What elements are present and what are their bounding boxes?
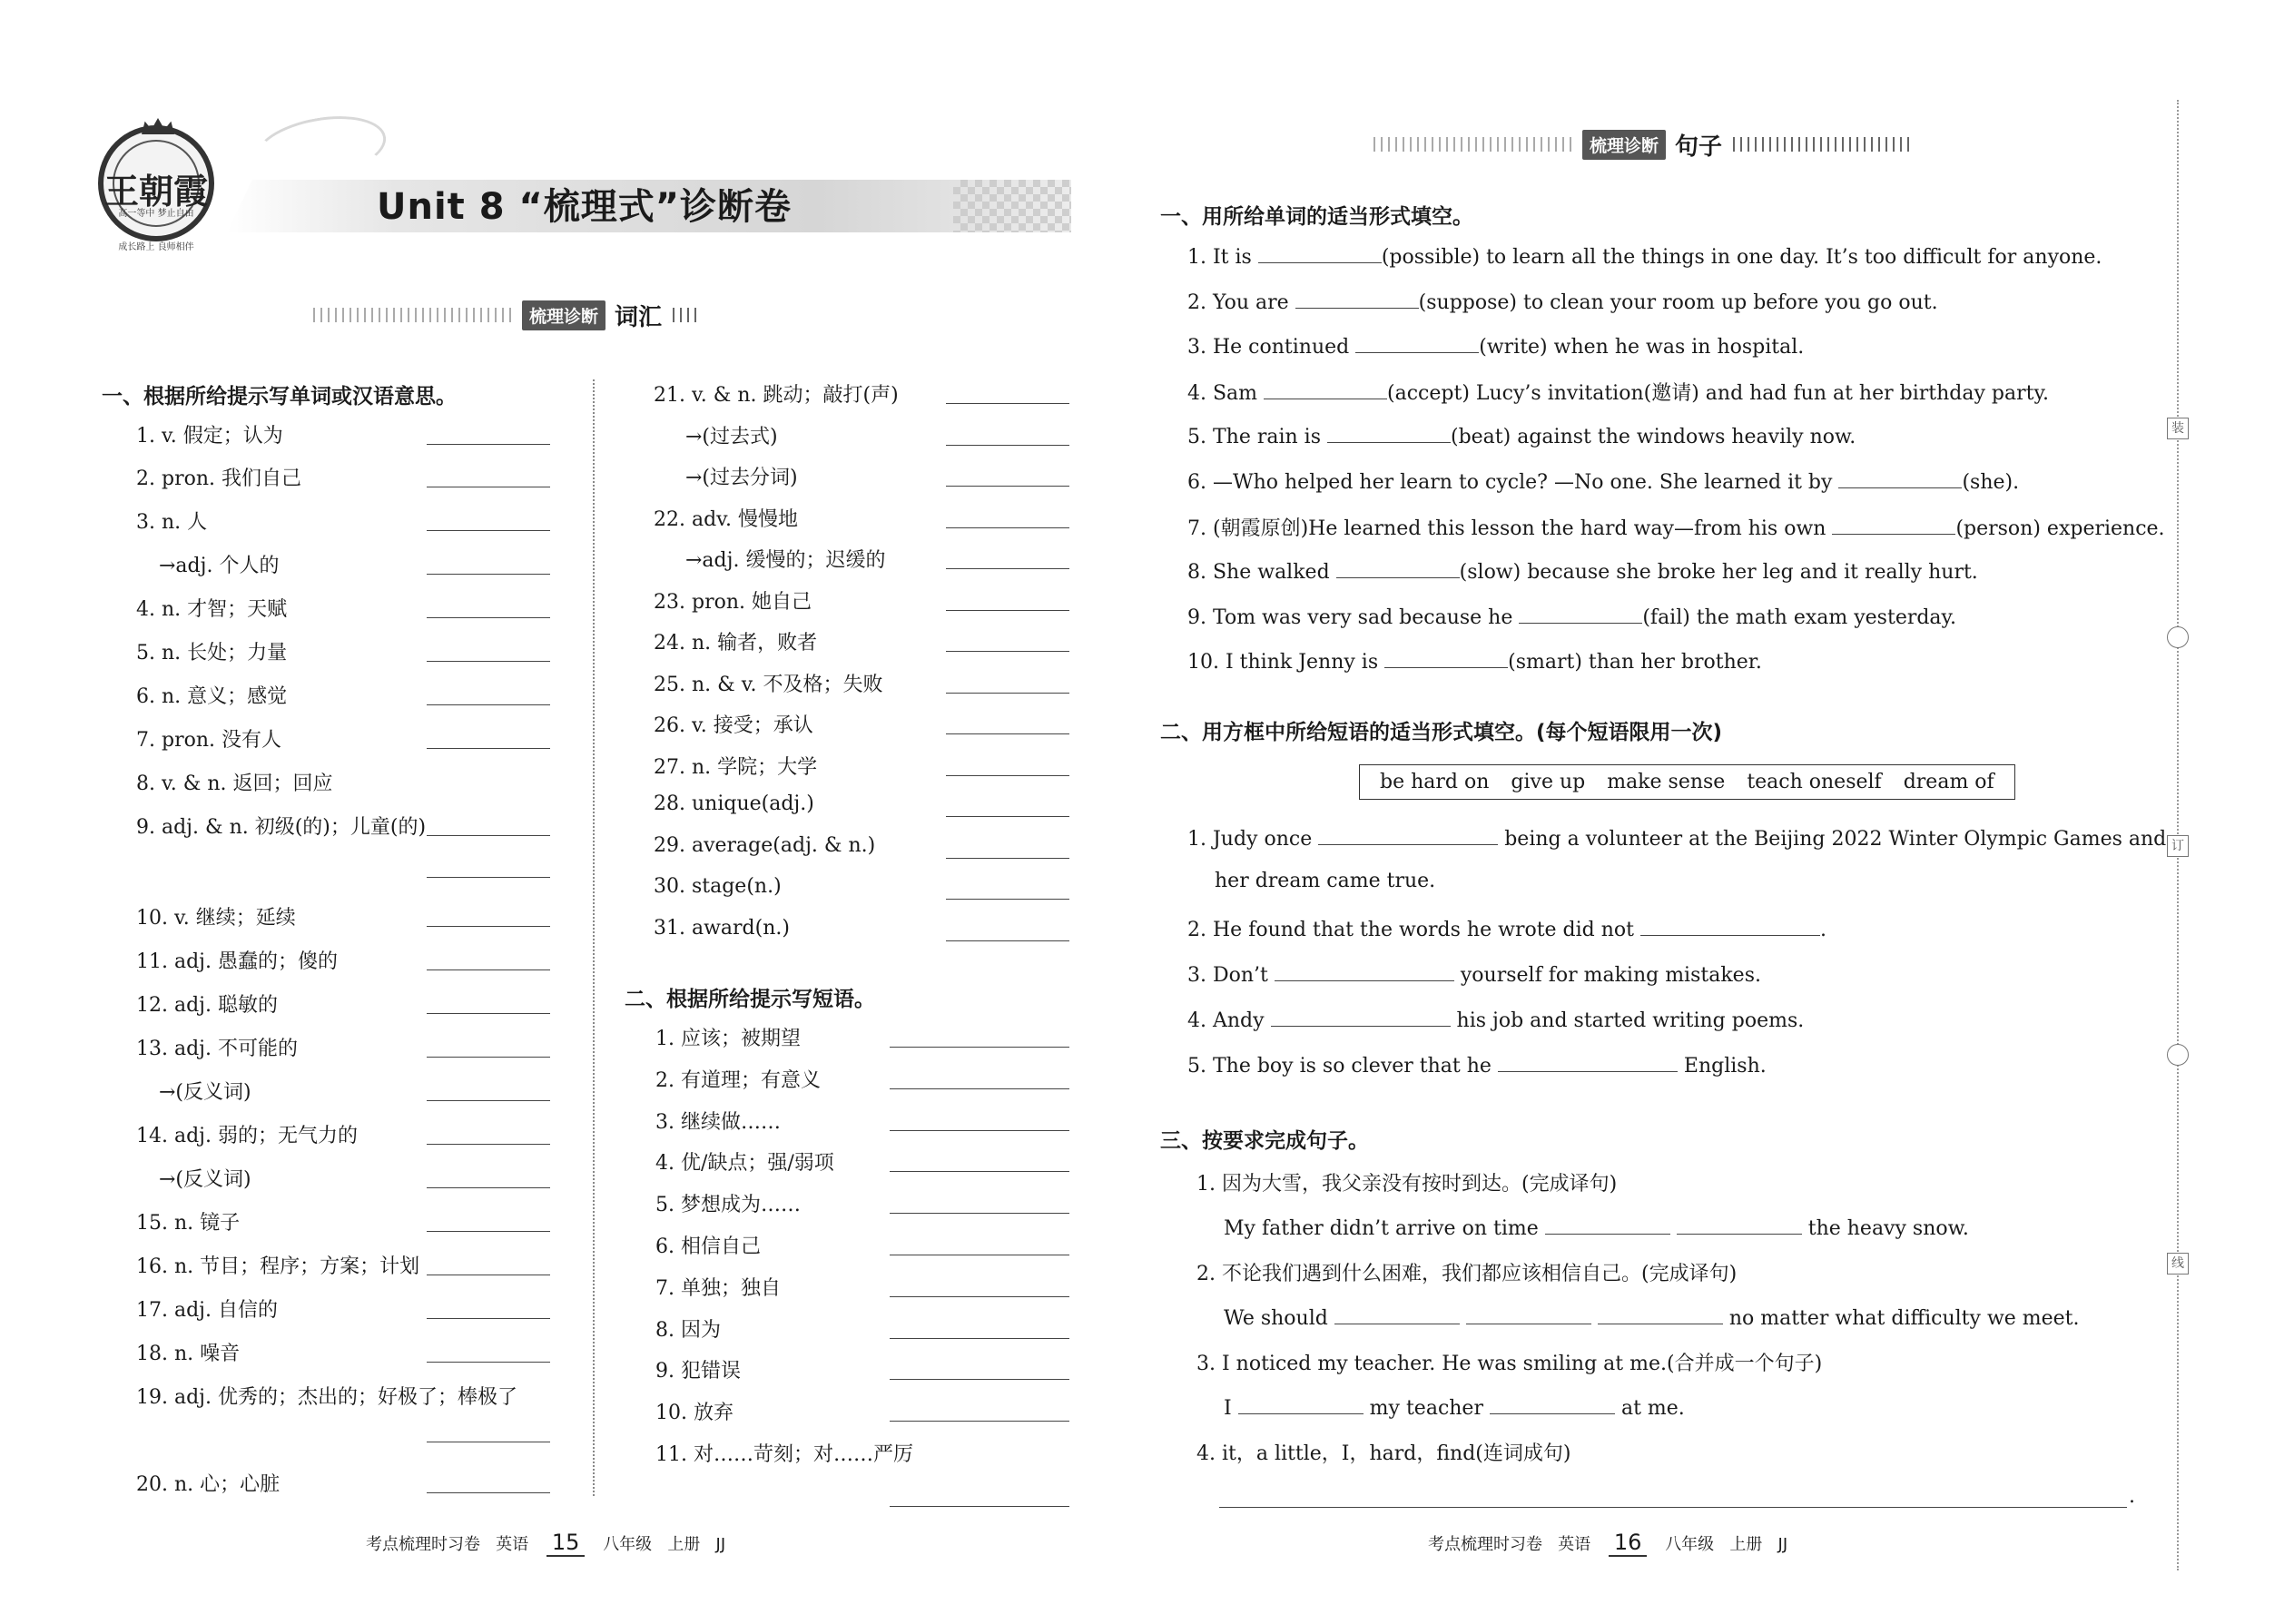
logo-slogan-top: 高一等中 梦止自由 (118, 209, 194, 219)
answer-blank[interactable] (427, 704, 550, 705)
answer-blank[interactable] (1498, 1051, 1678, 1072)
word-hint: (slow) (1459, 561, 1521, 585)
part2-heading: 二、用方框中所给短语的适当形式填空。(每个短语限用一次) (1160, 721, 1723, 744)
answer-blank[interactable] (946, 858, 1069, 859)
logo-slogan-bottom: 成长路上 良师相伴 (118, 242, 194, 252)
binding-hole-icon (2167, 1044, 2189, 1066)
part3-heading: 三、按要求完成句子。 (1160, 1129, 1369, 1153)
fill-sentence: 9. Tom was very sad because he (fail) the math exam yesterday. (1187, 603, 1956, 629)
vocab-item: 2. pron. 我们自己 (136, 468, 301, 490)
vocab-item: 21. v. & n. 跳动；敲打(声) (654, 384, 899, 407)
word-hint: (possible) (1381, 246, 1481, 269)
fill-sentence: 4. Andy his job and started writing poems. (1187, 1006, 1804, 1032)
part1-heading: 一、用所给单词的适当形式填空。 (1160, 205, 1473, 229)
fill-sentence: 3. He continued (write) when he was in hospital. (1187, 332, 1804, 359)
vocab-item: 6. n. 意义；感觉 (136, 685, 288, 708)
vocab-item: 28. unique(adj.) (654, 792, 814, 815)
vocab-item: 26. v. 接受；承认 (654, 714, 813, 737)
edge-mark-ding: 订 (2167, 835, 2189, 857)
answer-blank[interactable] (946, 445, 1069, 446)
answer-blank[interactable] (1384, 647, 1508, 668)
box-phrase: make sense (1607, 771, 1726, 793)
answer-blank[interactable] (1832, 514, 1955, 535)
answer-blank[interactable] (890, 1088, 1069, 1089)
phrase-box (1359, 764, 2015, 800)
phrase-item: 9. 犯错误 (655, 1360, 741, 1383)
phrase-item: 3. 继续做…… (655, 1110, 781, 1134)
fill-sentence: 3. Don’t yourself for making mistakes. (1187, 960, 1761, 987)
answer-blank[interactable] (946, 403, 1069, 404)
vocab-item: 15. n. 镜子 (136, 1212, 241, 1235)
answer-blank[interactable] (946, 486, 1069, 487)
box-phrase: be hard on (1380, 771, 1490, 793)
answer-blank[interactable] (427, 661, 550, 662)
phrase-item: 10. 放弃 (655, 1402, 733, 1425)
vocab-item: 19. adj. 优秀的；杰出的；好极了；棒极了 (136, 1386, 517, 1409)
answer-blank[interactable] (946, 610, 1069, 611)
answer-blank[interactable] (946, 899, 1069, 900)
right-page: 梳理诊断 句子 一、用所给单词的适当形式填空。 1. It is (possible) to learn all the things in one day. It’s too difficult for anyone. 2. You are (suppose) to clean your room up before you go out. 3. He continued (write) when he was in hospital. 4. Sam (accept) Lucy’s invitation(邀请) and had fun at her birthday party. 5. The rain is (beat) against the windows heavily now. 6. —Who helped her learn to cycle? —No one. She learned it by (she). 7. (朝霞原创)He learned this lesson the hard way—from his own (person) experience. 8. She walked (slow) because she broke her leg and it really hurt. 9. Tom was very sad because he (fail) the math exam yesterday. 10. I think Jenny is (smart) than her brother. 二、用方框中所给短语的适当形式填空。(每个短语限用一次) be hard on give up make sense teach oneself dream of 1. Judy once being a volunteer at the Beijing 2022 Winter Olympic Games and her dream came true. 2. He found that the words he wrote did not . 3. Don’t yourself for making mistakes. 4. Andy his job and started writing poems. 5. The boy is so clever that he English. 三、按要求完成句子。 1. 因为大雪，我父亲没有按时到达。(完成译句) My father didn’t arrive on time the heavy snow. 2. 不论我们遇到什么困难，我们都应该相信自己。(完成译句) We should no matter what difficulty we meet. 3. I noticed my teacher. He was smiling at me.(合并成一个句子) I my teacher at me. 4. it，a little，I，hard，find(连词成句) . 考点梳理时习卷 英语 16 八年级 上册 JJ (1147, 0, 2294, 1624)
answer-blank[interactable] (1598, 1304, 1723, 1324)
answer-blank[interactable] (946, 568, 1069, 569)
vocab-item: 3. n. 人 (136, 511, 208, 534)
word-hint: (fail) (1642, 605, 1690, 629)
answer-blank[interactable] (1275, 960, 1454, 981)
fill-sentence: 1. Judy once being a volunteer at the Beijing 2022 Winter Olympic Games and (1187, 824, 2166, 851)
vocab-item: →(反义词) (159, 1081, 251, 1104)
vocab-item: →(反义词) (159, 1168, 251, 1191)
section-word: 词汇 (615, 303, 663, 331)
fill-sentence: 5. The rain is (beat) against the windows heavily now. (1187, 422, 1856, 448)
word-hint: (accept) (1387, 381, 1470, 405)
part3-a1: My father didn’t arrive on time the heavy snow. (1224, 1214, 1969, 1240)
section-tag: 梳理诊断 (1582, 130, 1666, 160)
vocab-item: →adj. 个人的 (159, 555, 280, 577)
phrase-item: 5. 梦想成为…… (655, 1194, 801, 1217)
answer-blank[interactable] (427, 444, 550, 445)
logo-text: 王朝霞 (103, 172, 208, 212)
vocab-item: 5. n. 长处；力量 (136, 642, 288, 664)
word-hint: (person) (1955, 517, 2041, 540)
column-divider (593, 379, 595, 1496)
answer-blank[interactable] (427, 748, 550, 749)
answer-blank[interactable] (1295, 288, 1419, 309)
answer-blank[interactable] (946, 733, 1069, 734)
answer-blank[interactable] (1545, 1214, 1670, 1235)
answer-blank[interactable] (427, 1492, 550, 1493)
answer-blank[interactable] (1264, 379, 1387, 399)
vocab-item: →(过去式) (685, 425, 778, 448)
answer-blank[interactable] (1640, 915, 1820, 936)
answer-blank[interactable] (427, 1318, 550, 1319)
fill-sentence: 5. The boy is so clever that he English. (1187, 1051, 1767, 1078)
answer-line[interactable] (1219, 1507, 2127, 1508)
vocab-item: 11. adj. 愚蠢的；傻的 (136, 950, 338, 973)
fill-sentence: 1. It is (possible) to learn all the things in one day. It’s too difficult for anyone. (1187, 242, 2102, 269)
answer-blank[interactable] (890, 1296, 1069, 1297)
word-hint: (smart) (1508, 651, 1582, 674)
answer-blank[interactable] (427, 1362, 550, 1363)
answer-blank[interactable] (1677, 1214, 1802, 1235)
answer-blank[interactable] (946, 651, 1069, 652)
word-hint: (write) (1479, 336, 1548, 359)
vocab-item: 16. n. 节目；程序；方案；计划 (136, 1255, 420, 1278)
answer-blank[interactable] (946, 775, 1069, 776)
section-tag: 梳理诊断 (522, 300, 605, 330)
vocab-heading: 一、根据所给提示写单词或汉语意思。 (102, 385, 457, 408)
vocab-item: 13. adj. 不可能的 (136, 1038, 298, 1060)
answer-blank[interactable] (1355, 332, 1479, 353)
ribbon-bow-decoration (250, 107, 390, 189)
phrase-item: 4. 优/缺点；强/弱项 (655, 1152, 834, 1176)
vocab-item: 8. v. & n. 返回；回应 (136, 773, 333, 795)
answer-blank[interactable] (1336, 557, 1460, 578)
answer-blank[interactable] (890, 1379, 1069, 1380)
answer-blank[interactable] (427, 1100, 550, 1101)
part3-q2: 2. 不论我们遇到什么困难，我们都应该相信自己。(完成译句) (1196, 1263, 1738, 1285)
word-hint: (suppose) (1418, 290, 1518, 314)
answer-blank[interactable] (427, 1013, 550, 1014)
fill-sentence: 7. (朝霞原创)He learned this lesson the hard way—from his own (person) experience. (1187, 513, 2165, 541)
page-number: 16 (1609, 1530, 1648, 1557)
vocab-item: 27. n. 学院；大学 (654, 755, 818, 779)
fill-sentence: 4. Sam (accept) Lucy’s invitation(邀请) and had fun at her birthday party. (1187, 378, 2049, 406)
answer-blank[interactable] (427, 574, 550, 575)
vocab-item: 30. stage(n.) (654, 875, 782, 898)
vocab-item: 14. adj. 弱的；无气力的 (136, 1125, 358, 1147)
vocab-item: 24. n. 输者，败者 (654, 632, 818, 655)
answer-blank[interactable] (427, 1057, 550, 1058)
part3-a3: I my teacher at me. (1224, 1393, 1685, 1420)
part3-q4: 4. it，a little，I，hard，find(连词成句) (1196, 1442, 1571, 1465)
vocab-item: 17. adj. 自信的 (136, 1299, 278, 1322)
phrase-item: 2. 有道理；有意义 (655, 1068, 821, 1092)
answer-blank[interactable] (427, 1144, 550, 1145)
phrases-heading: 二、根据所给提示写短语。 (625, 988, 875, 1011)
answer-blank[interactable] (890, 1130, 1069, 1131)
page-title: Unit 8 “梳理式”诊断卷 (377, 186, 793, 228)
fill-sentence: her dream came true. (1215, 870, 1436, 892)
edge-mark-xian: 线 (2167, 1253, 2189, 1275)
binding-hole-icon (2167, 626, 2189, 648)
vocab-item: 18. n. 噪音 (136, 1343, 241, 1365)
vocab-item: →(过去分词) (685, 467, 798, 489)
answer-blank[interactable] (890, 1213, 1069, 1214)
box-phrase: dream of (1903, 771, 1994, 793)
fill-sentence: 6. —Who helped her learn to cycle? —No one. She learned it by (she). (1187, 468, 2019, 494)
answer-blank[interactable] (1838, 468, 1962, 488)
answer-blank[interactable] (427, 617, 550, 618)
answer-blank[interactable] (1327, 422, 1451, 443)
part3-q1: 1. 因为大雪，我父亲没有按时到达。(完成译句) (1196, 1173, 1618, 1196)
answer-blank[interactable] (946, 693, 1069, 694)
answer-blank[interactable] (1238, 1393, 1364, 1414)
vocab-item: 1. v. 假定；认为 (136, 425, 283, 448)
answer-blank[interactable] (427, 1187, 550, 1188)
phrase-item: 1. 应该；被期望 (655, 1028, 801, 1050)
answer-blank[interactable] (890, 1421, 1069, 1422)
footer-right: 考点梳理时习卷 英语 16 八年级 上册 JJ (1428, 1530, 1788, 1555)
phrase-item: 11. 对……苛刻；对……严厉 (655, 1443, 913, 1466)
vocab-item: 29. average(adj. & n.) (654, 833, 876, 857)
sentence-section-header (1373, 129, 1915, 160)
answer-blank[interactable] (427, 969, 550, 970)
vocab-item: 31. award(n.) (654, 916, 790, 940)
answer-blank[interactable] (1490, 1393, 1615, 1414)
vocab-item: 22. adv. 慢慢地 (654, 507, 798, 531)
part3-q3: 3. I noticed my teacher. He was smiling at me.(合并成一个句子) (1196, 1353, 1823, 1375)
answer-blank[interactable] (1519, 603, 1642, 624)
answer-blank[interactable] (890, 1047, 1069, 1048)
vocab-item: 12. adj. 聪敏的 (136, 994, 278, 1017)
vocab-item: 9. adj. & n. 初级(的)；儿童(的) (136, 816, 427, 839)
phrase-item: 6. 相信自己 (655, 1235, 761, 1258)
box-phrase: teach oneself (1747, 771, 1882, 793)
answer-blank[interactable] (427, 835, 550, 836)
fill-sentence: 8. She walked (slow) because she broke her leg and it really hurt. (1187, 557, 1978, 584)
answer-blank[interactable] (427, 877, 550, 878)
answer-blank[interactable] (1258, 242, 1382, 263)
answer-blank[interactable] (1466, 1304, 1591, 1324)
word-hint: (she) (1962, 471, 2013, 494)
vocab-item: 25. n. & v. 不及格；失败 (654, 673, 883, 696)
fill-sentence: 10. I think Jenny is (smart) than her brother. (1187, 647, 1762, 674)
word-hint: (beat) (1451, 426, 1511, 449)
vocab-item: 20. n. 心；心脏 (136, 1473, 281, 1496)
vocab-item: 10. v. 继续；延续 (136, 907, 296, 930)
box-phrase: give up (1511, 771, 1586, 793)
answer-blank[interactable] (946, 940, 1069, 941)
answer-blank[interactable] (890, 1338, 1069, 1339)
page-number: 15 (546, 1530, 586, 1557)
answer-blank[interactable] (427, 1231, 550, 1232)
answer-blank[interactable] (1334, 1304, 1460, 1324)
answer-blank[interactable] (427, 530, 550, 531)
vocab-section-header (313, 300, 698, 330)
answer-blank[interactable] (946, 527, 1069, 528)
answer-blank[interactable] (890, 1171, 1069, 1172)
vocab-item: 23. pron. 她自己 (654, 590, 812, 614)
vocab-item: 4. n. 才智；天赋 (136, 598, 288, 621)
crown-icon (142, 118, 174, 134)
footer-left: 考点梳理时习卷 英语 15 八年级 上册 JJ (366, 1530, 726, 1555)
answer-blank[interactable] (1271, 1006, 1451, 1027)
vocab-item: 7. pron. 没有人 (136, 729, 281, 752)
fill-sentence: 2. He found that the words he wrote did not . (1187, 915, 1826, 941)
part3-a2: We should no matter what difficulty we meet. (1224, 1304, 2080, 1330)
answer-blank[interactable] (890, 1506, 1069, 1507)
answer-blank[interactable] (427, 926, 550, 927)
section-word: 句子 (1675, 133, 1723, 161)
checker-decoration (953, 180, 1071, 232)
phrase-item: 8. 因为 (655, 1318, 721, 1342)
answer-blank[interactable] (1318, 824, 1498, 845)
publisher-logo (98, 125, 214, 252)
phrase-item: 7. 单独；独自 (655, 1276, 781, 1300)
answer-blank[interactable] (946, 816, 1069, 817)
edge-mark-zhuang: 装 (2167, 418, 2189, 439)
fill-sentence: 2. You are (suppose) to clean your room up before you go out. (1187, 288, 1938, 314)
vocab-item: →adj. 缓慢的；迟缓的 (685, 549, 886, 572)
